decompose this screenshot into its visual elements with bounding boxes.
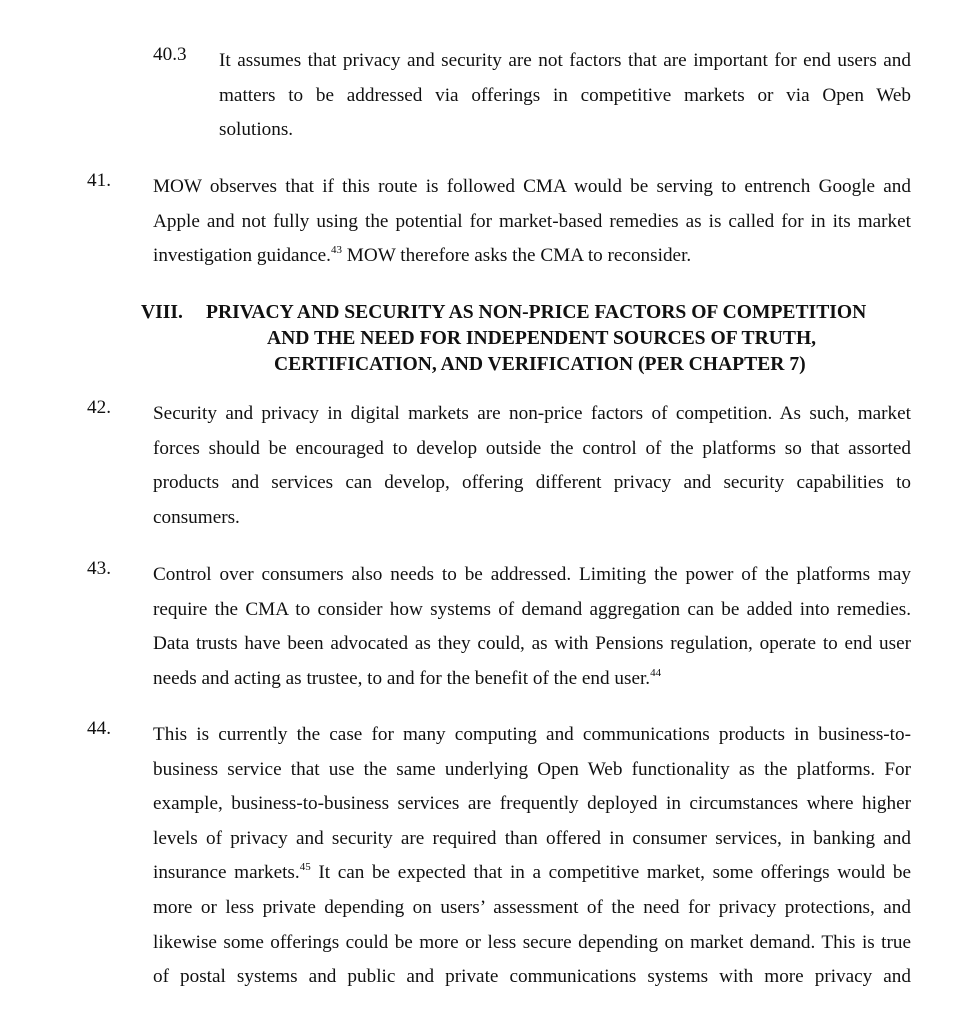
text-line: solutions. xyxy=(219,119,294,141)
paragraph-text xyxy=(153,558,911,696)
paragraph-text xyxy=(153,397,911,535)
paragraph-number: 40.3 xyxy=(153,44,187,65)
heading-line: AND THE NEED FOR INDEPENDENT SOURCES OF TRUTH, xyxy=(267,328,817,349)
text-run: MOW therefore asks the CMA to reconsider. xyxy=(341,245,692,267)
footnote-marker: 43 xyxy=(330,244,342,257)
text-line: It assumes that privacy and security are not factors that are important for end users and xyxy=(219,50,911,71)
paragraph-number: 42. xyxy=(87,397,111,418)
paragraph-number: 43. xyxy=(87,558,111,579)
text-run: needs and acting as trustee, to and for the benefit of the end user. xyxy=(153,667,651,689)
text-line: more or less private depending on users’ assessment of the need for privacy protections, and xyxy=(153,896,911,918)
text-line: Data trusts have been advocated as they could, as with Pensions regulation, operate to end user xyxy=(153,633,911,655)
text-line: example, business-to-business services are frequently deployed in circumstances where higher xyxy=(153,793,911,815)
text-line: This is currently the case for many computing and communications products in business-to- xyxy=(153,724,911,745)
paragraph-number: 44. xyxy=(87,718,111,739)
text-line: Control over consumers also needs to be addressed. Limiting the power of the platforms may xyxy=(153,564,911,585)
text-line: forces should be encouraged to develop outside the control of the platforms so that assorted xyxy=(153,437,911,459)
text-line: consumers. xyxy=(153,506,240,528)
text-line: Security and privacy in digital markets are non-price factors of competition. As such, market xyxy=(153,403,911,424)
text-line xyxy=(153,239,911,274)
paragraph-text xyxy=(153,170,911,274)
text-line: levels of privacy and security are required than offered in consumer services, in banking and xyxy=(153,827,911,849)
text-line: Apple and not fully using the potential for market-based remedies as is called for in its market xyxy=(153,210,911,232)
text-line xyxy=(153,662,911,697)
heading-line: PRIVACY AND SECURITY AS NON-PRICE FACTORS OF COMPETITION xyxy=(206,302,867,323)
heading-line: CERTIFICATION, AND VERIFICATION (PER CHAPTER 7) xyxy=(274,354,806,375)
paragraph-number: 41. xyxy=(87,170,111,191)
text-line: business service that use the same underlying Open Web functionality as the platforms. For xyxy=(153,758,911,780)
text-line: require the CMA to consider how systems of demand aggregation can be added into remedies. xyxy=(153,598,911,620)
text-run: It can be expected that in a competitive market, some offerings would be xyxy=(310,862,911,884)
text-line: likewise some offerings could be more or less secure depending on market demand. This is true xyxy=(153,931,911,953)
text-run: investigation guidance. xyxy=(153,245,331,267)
paragraph-text xyxy=(153,718,911,995)
text-line: matters to be addressed via offerings in competitive markets or via Open Web xyxy=(219,84,911,106)
text-run: insurance markets. xyxy=(153,862,300,884)
text-line: of postal systems and public and private communications systems with more privacy and xyxy=(153,966,911,988)
text-line xyxy=(153,856,911,891)
section-number: VIII. xyxy=(141,302,183,323)
text-line: MOW observes that if this route is followed CMA would be serving to entrench Google and xyxy=(153,176,911,197)
footnote-marker: 44 xyxy=(650,666,662,679)
paragraph-text xyxy=(219,44,911,148)
footnote-marker: 45 xyxy=(299,861,311,874)
text-line: products and services can develop, offering different privacy and security capabilities to xyxy=(153,472,911,494)
